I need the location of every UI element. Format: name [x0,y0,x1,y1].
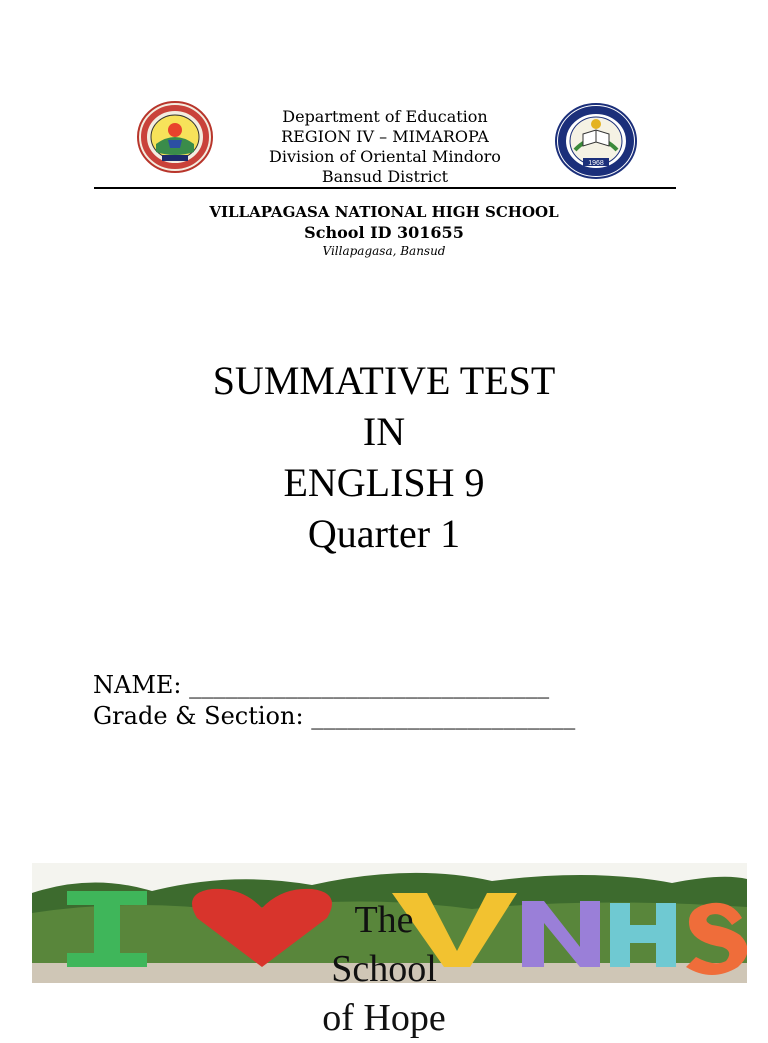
name-label: NAME: [93,671,182,699]
caption-line-the: The [354,899,414,941]
banner-caption [300,896,468,1043]
school-id: School ID 301655 [304,223,464,242]
title-line-in: IN [362,409,406,454]
header-line-district: Bansud District [321,167,449,186]
header-line-division: Division of Oriental Mindoro [269,147,501,166]
title-line-summative: SUMMATIVE TEST [212,358,556,403]
caption-line-hope: of Hope [322,997,446,1039]
header-divider [94,187,676,189]
school-seal-icon [553,102,639,180]
department-header [200,107,570,187]
caption-line-school: School [331,948,437,990]
seal-year: 1968 [588,160,604,167]
grade-section-field[interactable] [93,701,575,731]
test-title [84,355,684,559]
grade-section-label: Grade & Section: [93,702,304,730]
grade-section-blank[interactable]: ______________________ [311,702,576,730]
header-line-region: REGION IV – MIMAROPA [281,127,489,146]
name-blank[interactable]: ______________________________ [189,671,550,699]
title-line-subject: ENGLISH 9 [283,460,485,505]
school-name: VILLAPAGASA NATIONAL HIGH SCHOOL [209,203,559,221]
title-line-quarter: Quarter 1 [307,511,461,556]
header-line-department: Department of Education [282,107,488,126]
school-location: Villapagasa, Bansud [322,244,446,258]
name-field[interactable] [93,670,549,700]
